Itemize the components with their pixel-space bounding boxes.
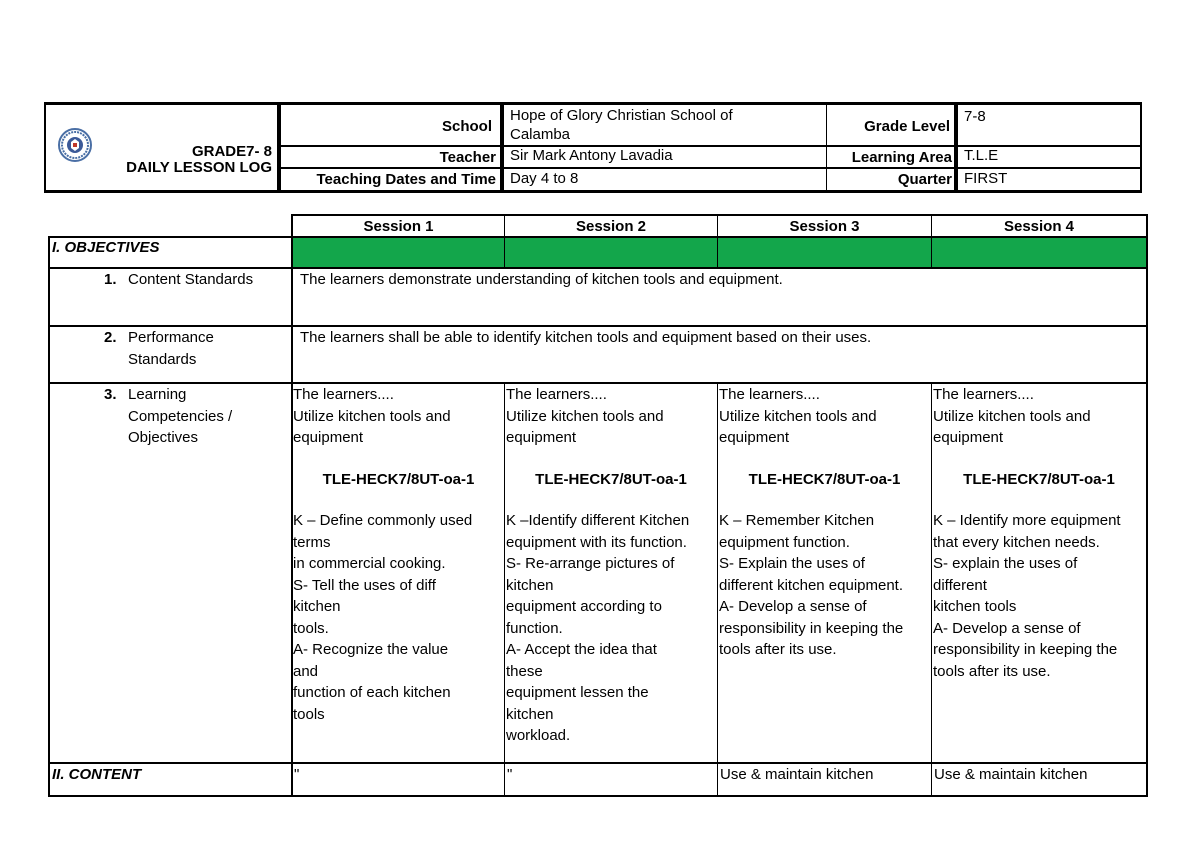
teacher-label: Teacher [439, 149, 496, 166]
quarter-value: FIRST [964, 170, 1008, 187]
competency-details-2: K –Identify different Kitchen equipment with its function. S- Re-arrange pictures of kitchen equipment according to function. A- Accept the idea that these equipment lessen the kitchen workload. [506, 512, 690, 744]
competency-intro-1: The learners.... Utilize kitchen tools and equipment [293, 386, 451, 446]
performance-standards-number: 2. [104, 329, 117, 346]
content-cell-1: " [294, 766, 300, 783]
objective-green-cell-1 [293, 238, 504, 267]
competency-details-3: K – Remember Kitchen equipment function. S- Explain the uses of different kitchen equipment. A- Develop a sense of responsibility in keeping the tools after its use. [719, 512, 904, 658]
school-label: School [441, 118, 492, 135]
competency-code-1: TLE-HECK7/8UT-oa-1 [322, 471, 475, 488]
competency-code-2: TLE-HECK7/8UT-oa-1 [535, 471, 687, 488]
teacher-value: Sir Mark Antony Lavadia [510, 147, 673, 164]
teaching-dates-value: Day 4 to 8 [510, 170, 579, 187]
teaching-dates-label: Teaching Dates and Time [316, 171, 496, 188]
session-header-2: Session 2 [575, 218, 647, 235]
objective-green-cell-3 [718, 238, 931, 267]
performance-standards-label: Performance Standards [128, 329, 214, 368]
session-header-4: Session 4 [1003, 218, 1075, 235]
content-standards-number: 1. [104, 271, 117, 288]
session-header-3: Session 3 [789, 218, 860, 235]
learning-area-value: T.L.E [964, 147, 999, 164]
content-standards-text: The learners demonstrate understanding of kitchen tools and equipment. [300, 271, 783, 288]
competencies-label: Learning Competencies / Objectives [128, 386, 233, 446]
session-header-1: Session 1 [363, 218, 434, 235]
objective-green-cell-2 [505, 238, 717, 267]
grade-level-label: Grade Level [864, 118, 950, 135]
deped-seal-icon [58, 128, 92, 162]
competency-code-3: TLE-HECK7/8UT-oa-1 [748, 471, 901, 488]
competency-code-4: TLE-HECK7/8UT-oa-1 [963, 471, 1115, 488]
quarter-label: Quarter [897, 171, 952, 188]
performance-standards-text: The learners shall be able to identify kitchen tools and equipment based on their uses. [300, 329, 872, 346]
content-standards-label: Content Standards [128, 271, 254, 288]
daily-lesson-log-title: DAILY LESSON LOG [126, 159, 272, 176]
content-cell-3: Use & maintain kitchen [720, 766, 874, 783]
school-value: Hope of Glory Christian School of Calamba [510, 107, 733, 143]
objectives-heading: I. OBJECTIVES [52, 239, 160, 256]
competency-intro-3: The learners.... Utilize kitchen tools and equipment [719, 386, 877, 446]
competencies-number: 3. [104, 386, 117, 403]
grade-title: GRADE7- 8 [191, 143, 272, 160]
objective-green-cell-4 [932, 238, 1146, 267]
content-cell-2: " [507, 766, 513, 783]
content-cell-4: Use & maintain kitchen [934, 766, 1088, 783]
competency-details-4: K – Identify more equipment that every kitchen needs. S- explain the uses of different kitchen tools A- Develop a sense of responsibility in keeping the tools after its use. [933, 512, 1121, 680]
grade-level-value: 7-8 [964, 108, 986, 125]
competency-intro-4: The learners.... Utilize kitchen tools and equipment [933, 386, 1091, 446]
learning-area-label: Learning Area [851, 149, 952, 166]
competency-details-1: K – Define commonly used terms in commercial cooking. S- Tell the uses of diff kitchen tools. A- Recognize the value and function of each kitchen tools [293, 512, 473, 723]
content-heading: II. CONTENT [52, 766, 142, 783]
competency-intro-2: The learners.... Utilize kitchen tools and equipment [506, 386, 664, 446]
